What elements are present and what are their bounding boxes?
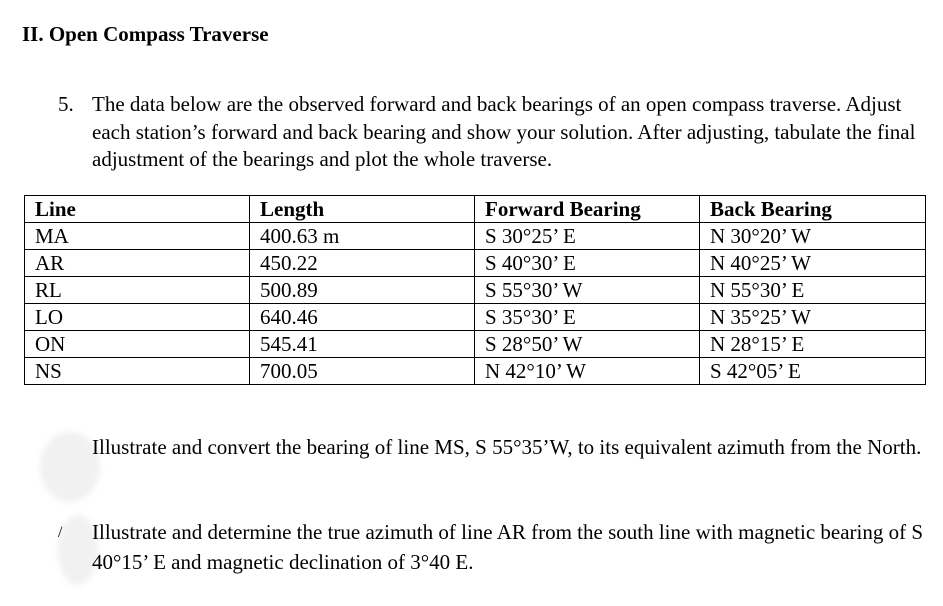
problem-5 (58, 91, 928, 174)
cell-back-bearing: S 42°05’ E (700, 358, 926, 385)
scan-smudge (40, 432, 100, 502)
cell-forward-bearing: S 28°50’ W (475, 331, 700, 358)
header-length: Length (250, 196, 475, 223)
table-row (25, 277, 926, 304)
paragraph-azimuth-conversion: Illustrate and convert the bearing of line MS, S 55°35’W, to its equivalent azimuth from the North. (92, 435, 922, 459)
table-row (25, 331, 926, 358)
cell-line: MA (25, 223, 250, 250)
cell-back-bearing: N 55°30’ E (700, 277, 926, 304)
header-back-bearing: Back Bearing (700, 196, 926, 223)
header-line: Line (25, 196, 250, 223)
cell-line: ON (25, 331, 250, 358)
section-heading: II. Open Compass Traverse (22, 22, 269, 46)
cell-length: 640.46 (250, 304, 475, 331)
cell-back-bearing: N 35°25’ W (700, 304, 926, 331)
stray-mark: / (58, 524, 63, 541)
table-header-row (25, 196, 926, 223)
cell-line: RL (25, 277, 250, 304)
header-forward-bearing: Forward Bearing (475, 196, 700, 223)
cell-line: NS (25, 358, 250, 385)
cell-length: 700.05 (250, 358, 475, 385)
cell-back-bearing: N 28°15’ E (700, 331, 926, 358)
table-row (25, 304, 926, 331)
problem-text: The data below are the observed forward and back bearings of an open compass traverse. Adjust each station’s forward and back bearing and show your solution. After adjusting, tabulate the final adjustment of the bearings and plot the whole traverse. (92, 92, 916, 171)
cell-forward-bearing: N 42°10’ W (475, 358, 700, 385)
cell-forward-bearing: S 55°30’ W (475, 277, 700, 304)
table-row (25, 250, 926, 277)
cell-forward-bearing: S 35°30’ E (475, 304, 700, 331)
cell-forward-bearing: S 30°25’ E (475, 223, 700, 250)
paragraph-true-azimuth: Illustrate and determine the true azimuth of line AR from the south line with magnetic bearing of S 40°15’ E and magnetic declination of 3°40 E. (92, 520, 924, 574)
problem-number: 5. (58, 92, 74, 116)
table-row (25, 358, 926, 385)
cell-length: 450.22 (250, 250, 475, 277)
cell-back-bearing: N 30°20’ W (700, 223, 926, 250)
cell-length: 500.89 (250, 277, 475, 304)
cell-back-bearing: N 40°25’ W (700, 250, 926, 277)
cell-length: 545.41 (250, 331, 475, 358)
cell-line: LO (25, 304, 250, 331)
table-row (25, 223, 926, 250)
bearing-table (24, 195, 926, 385)
cell-line: AR (25, 250, 250, 277)
cell-forward-bearing: S 40°30’ E (475, 250, 700, 277)
cell-length: 400.63 m (250, 223, 475, 250)
